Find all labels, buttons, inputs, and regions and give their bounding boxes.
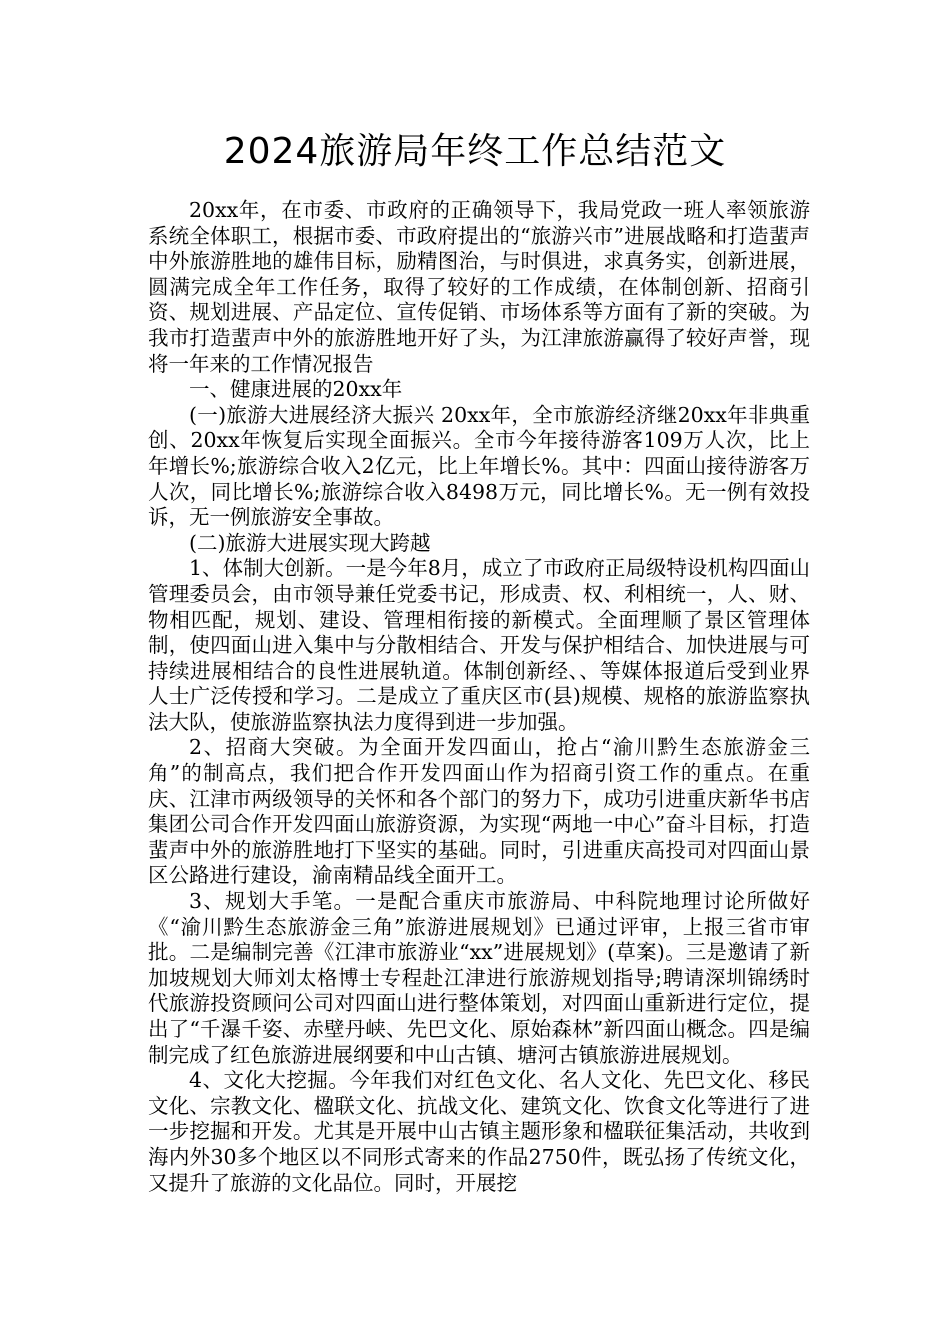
paragraph-investment: 2、招商大突破。为全面开发四面山，抢占“渝川黔生态旅游金三角”的制高点，我们把合作开发四面山作为招商引资工作的重点。在重庆、江津市两级领导的关怀和各个部门的努力下，成功引进重庆新华书店集团公司合作开发四面山旅游资源，为实现“两地一中心”奋斗目标，打造蜚声中外的旅游胜地打下坚实的基础。同时，引进重庆高投司对四面山景区公路进行建设，渝南精品线全面开工。 <box>148 735 810 888</box>
subsection-heading-2: (二)旅游大进展实现大跨越 <box>189 530 431 555</box>
paragraph-planning: 3、规划大手笔。一是配合重庆市旅游局、中科院地理讨论所做好《“渝川黔生态旅游金三角”旅游进展规划》已通过评审，上报三省市审批。二是编制完善《江津市旅游业“xx”进展规划》(草案)。三是邀请了新加坡规划大师刘太格博士专程赴江津进行旅游规划指导;聘请深圳锦绣时代旅游投资顾问公司对四面山进行整体策划，对四面山重新进行定位，提出了“千瀑千姿、赤壁丹峡、先巴文化、原始森林”新四面山概念。四是编制完成了红色旅游进展纲要和中山古镇、塘河古镇旅游进展规划。 <box>148 889 810 1067</box>
section-heading-1: 一、健康进展的20xx年 <box>189 377 403 402</box>
subsection-heading-1: (一)旅游大进展经济大振兴 20xx年，全市旅游经济继20xx年非典重创、20xx年恢复后实现全面振兴。全市今年接待游客109万人次，比上年增长%;旅游综合收入2亿元，比上年增长%。其中：四面山接待游客万人次，同比增长%;旅游综合收入8498万元，同比增长%。无一例有效投诉，无一例旅游安全事故。 <box>148 402 810 530</box>
document-title: 2024旅游局年终工作总结范文 <box>223 131 727 172</box>
paragraph-system-innovation: 1、体制大创新。一是今年8月，成立了市政府正局级特设机构四面山管理委员会，由市领导兼任党委书记，形成责、权、利相统一，人、财、物相匹配，规划、建设、管理相衔接的新模式。全面理顺了景区管理体制，使四面山进入集中与分散相结合、开发与保护相结合、加快进展与可持续进展相结合的良性进展轨道。体制创新经、、等媒体报道后受到业界人士广泛传授和学习。二是成立了重庆区市(县)规模、规格的旅游监察执法大队，使旅游监察执法力度得到进一步加强。 <box>148 556 810 734</box>
paragraph-intro: 20xx年，在市委、市政府的正确领导下，我局党政一班人率领旅游系统全体职工，根据市委、市政府提出的“旅游兴市”进展战略和打造蜚声中外旅游胜地的雄伟目标，励精图治，与时俱进，求真务实，创新进展，圆满完成全年工作任务，取得了较好的工作成绩，在体制创新、招商引资、规划进展、产品定位、宣传促销、市场体系等方面有了新的突破。为我市打造蜚声中外的旅游胜地开好了头，为江津旅游赢得了较好声誉，现将一年来的工作情况报告 <box>148 198 810 376</box>
document-body <box>148 198 810 1196</box>
paragraph-culture: 4、文化大挖掘。今年我们对红色文化、名人文化、先巴文化、移民文化、宗教文化、楹联文化、抗战文化、建筑文化、饮食文化等进行了进一步挖掘和开发。尤其是开展中山古镇主题形象和楹联征集活动，共收到海内外30多个地区以不同形式寄来的作品2750件，既弘扬了传统文化，又提升了旅游的文化品位。同时，开展挖 <box>148 1068 810 1195</box>
